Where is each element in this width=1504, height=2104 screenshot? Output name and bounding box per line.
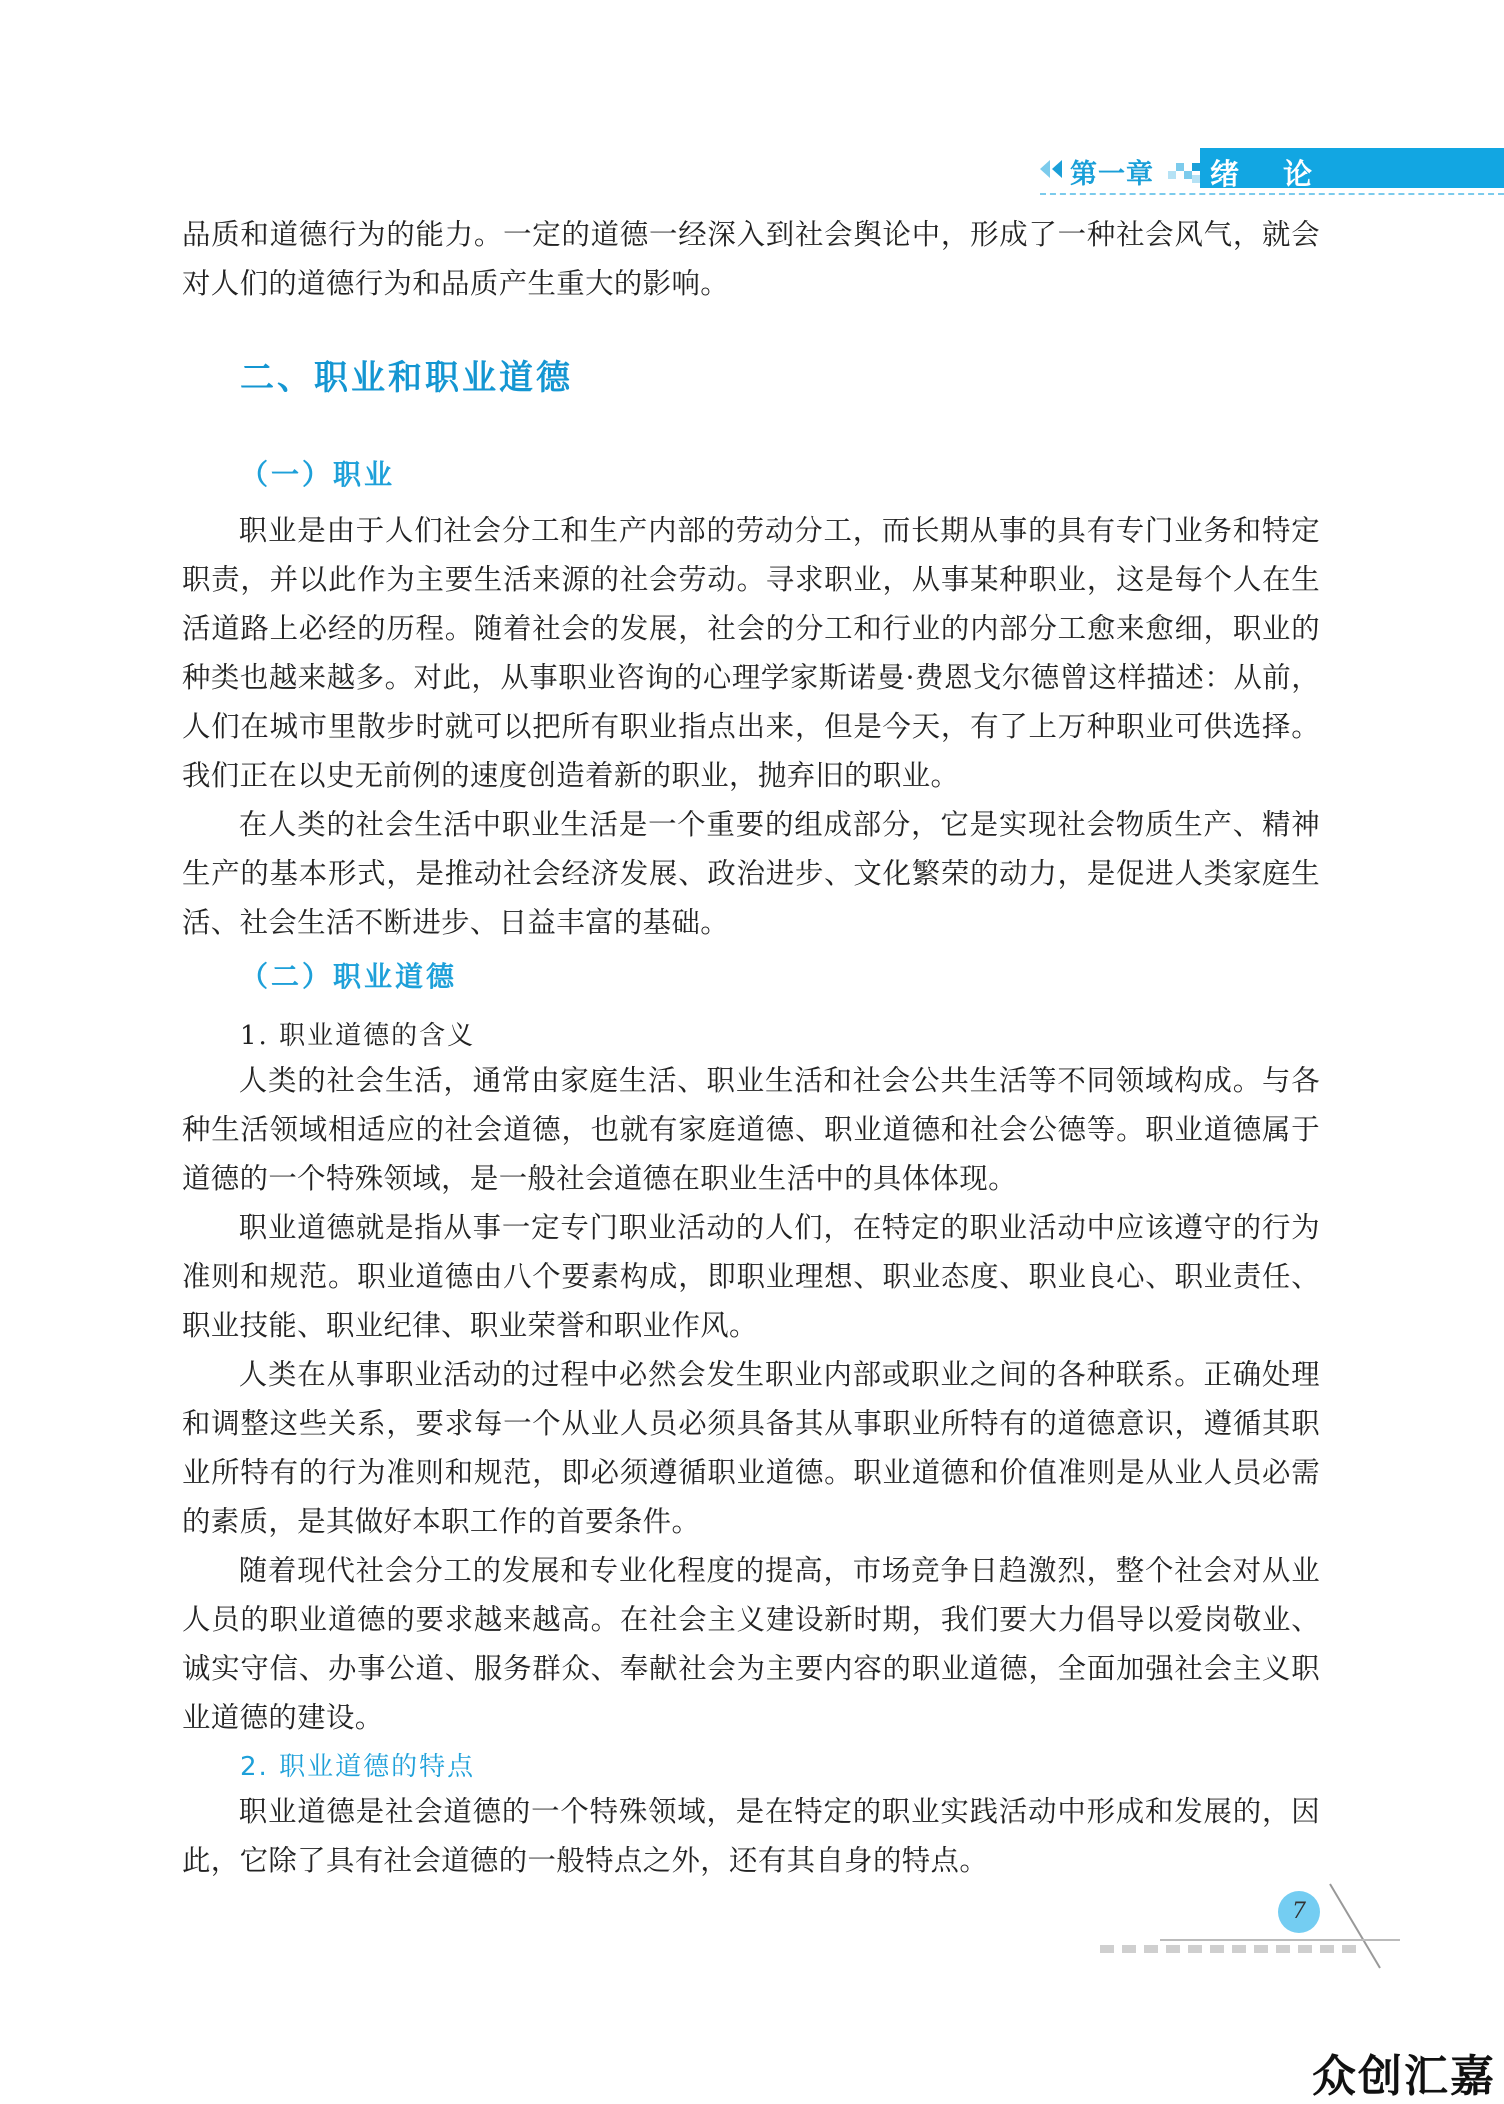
point-title-features: 2. 职业道德的特点 [240, 1752, 476, 1782]
paragraph: 在人类的社会生活中职业生活是一个重要的组成部分，它是实现社会物质生产、精神生产的基本形式，是推动社会经济发展、政治进步、文化繁荣的动力，是促进人类家庭生活、社会生活不断进步、日益丰富的基础。 [182, 808, 1320, 939]
point-meaning-body [182, 1056, 1320, 1742]
watermark-logo: 众创汇嘉 [1312, 2051, 1496, 2102]
chapter-header [1000, 148, 1504, 194]
chapter-label: 第一章 [1070, 159, 1154, 190]
header-divider [1040, 193, 1504, 195]
point-title-meaning: 1. 职业道德的含义 [240, 1021, 476, 1051]
subsection-title-ethics: （二）职业道德 [240, 960, 458, 993]
point-features-body [182, 1787, 1320, 1885]
paragraph: 职业道德是社会道德的一个特殊领域，是在特定的职业实践活动中形成和发展的，因此，它除了具有社会道德的一般特点之外，还有其自身的特点。 [182, 1795, 1320, 1877]
double-left-arrow-icon [1038, 158, 1068, 180]
chapter-title: 绪论 [1210, 157, 1357, 191]
continuation-block [182, 210, 1320, 308]
subsection-title-occupation: （一）职业 [240, 458, 396, 491]
paragraph: 随着现代社会分工的发展和专业化程度的提高，市场竞争日趋激烈，整个社会对从业人员的职业道德的要求越来越高。在社会主义建设新时期，我们要大力倡导以爱岗敬业、诚实守信、办事公道、服务群众、奉献社会为主要内容的职业道德，全面加强社会主义职业道德的建设。 [182, 1554, 1320, 1734]
paragraph: 职业是由于人们社会分工和生产内部的劳动分工，而长期从事的具有专门业务和特定职责，并以此作为主要生活来源的社会劳动。寻求职业，从事某种职业，这是每个人在生活道路上必经的历程。随着社会的发展，社会的分工和行业的内部分工愈来愈细，职业的种类也越来越多。对此，从事职业咨询的心理学家斯诺曼·费恩戈尔德曾这样描述：从前，人们在城市里散步时就可以把所有职业指点出来，但是今天，有了上万种职业可供选择。我们正在以史无前例的速度创造着新的职业，抛弃旧的职业。 [182, 514, 1320, 792]
section-title: 二、职业和职业道德 [240, 358, 573, 398]
paragraph: 人类在从事职业活动的过程中必然会发生职业内部或职业之间的各种联系。正确处理和调整这些关系，要求每一个从业人员必须具备其从事职业所特有的道德意识，遵循其职业所特有的行为准则和规范，即必须遵循职业道德。职业道德和价值准则是从业人员必需的素质，是其做好本职工作的首要条件。 [182, 1358, 1320, 1538]
page-number: 7 [1278, 1891, 1320, 1933]
footer-decoration [1100, 1880, 1420, 1970]
checker-pattern-icon [1168, 158, 1208, 184]
subsection-occupation-body [182, 506, 1320, 947]
paragraph: 人类的社会生活，通常由家庭生活、职业生活和社会公共生活等不同领域构成。与各种生活领域相适应的社会道德，也就有家庭道德、职业道德和社会公德等。职业道德属于道德的一个特殊领域，是一般社会道德在职业生活中的具体体现。 [182, 1064, 1320, 1195]
continuation-paragraph: 品质和道德行为的能力。一定的道德一经深入到社会舆论中，形成了一种社会风气，就会对人们的道德行为和品质产生重大的影响。 [182, 218, 1320, 300]
paragraph: 职业道德就是指从事一定专门职业活动的人们，在特定的职业活动中应该遵守的行为准则和规范。职业道德由八个要素构成，即职业理想、职业态度、职业良心、职业责任、职业技能、职业纪律、职业荣誉和职业作风。 [182, 1211, 1320, 1342]
